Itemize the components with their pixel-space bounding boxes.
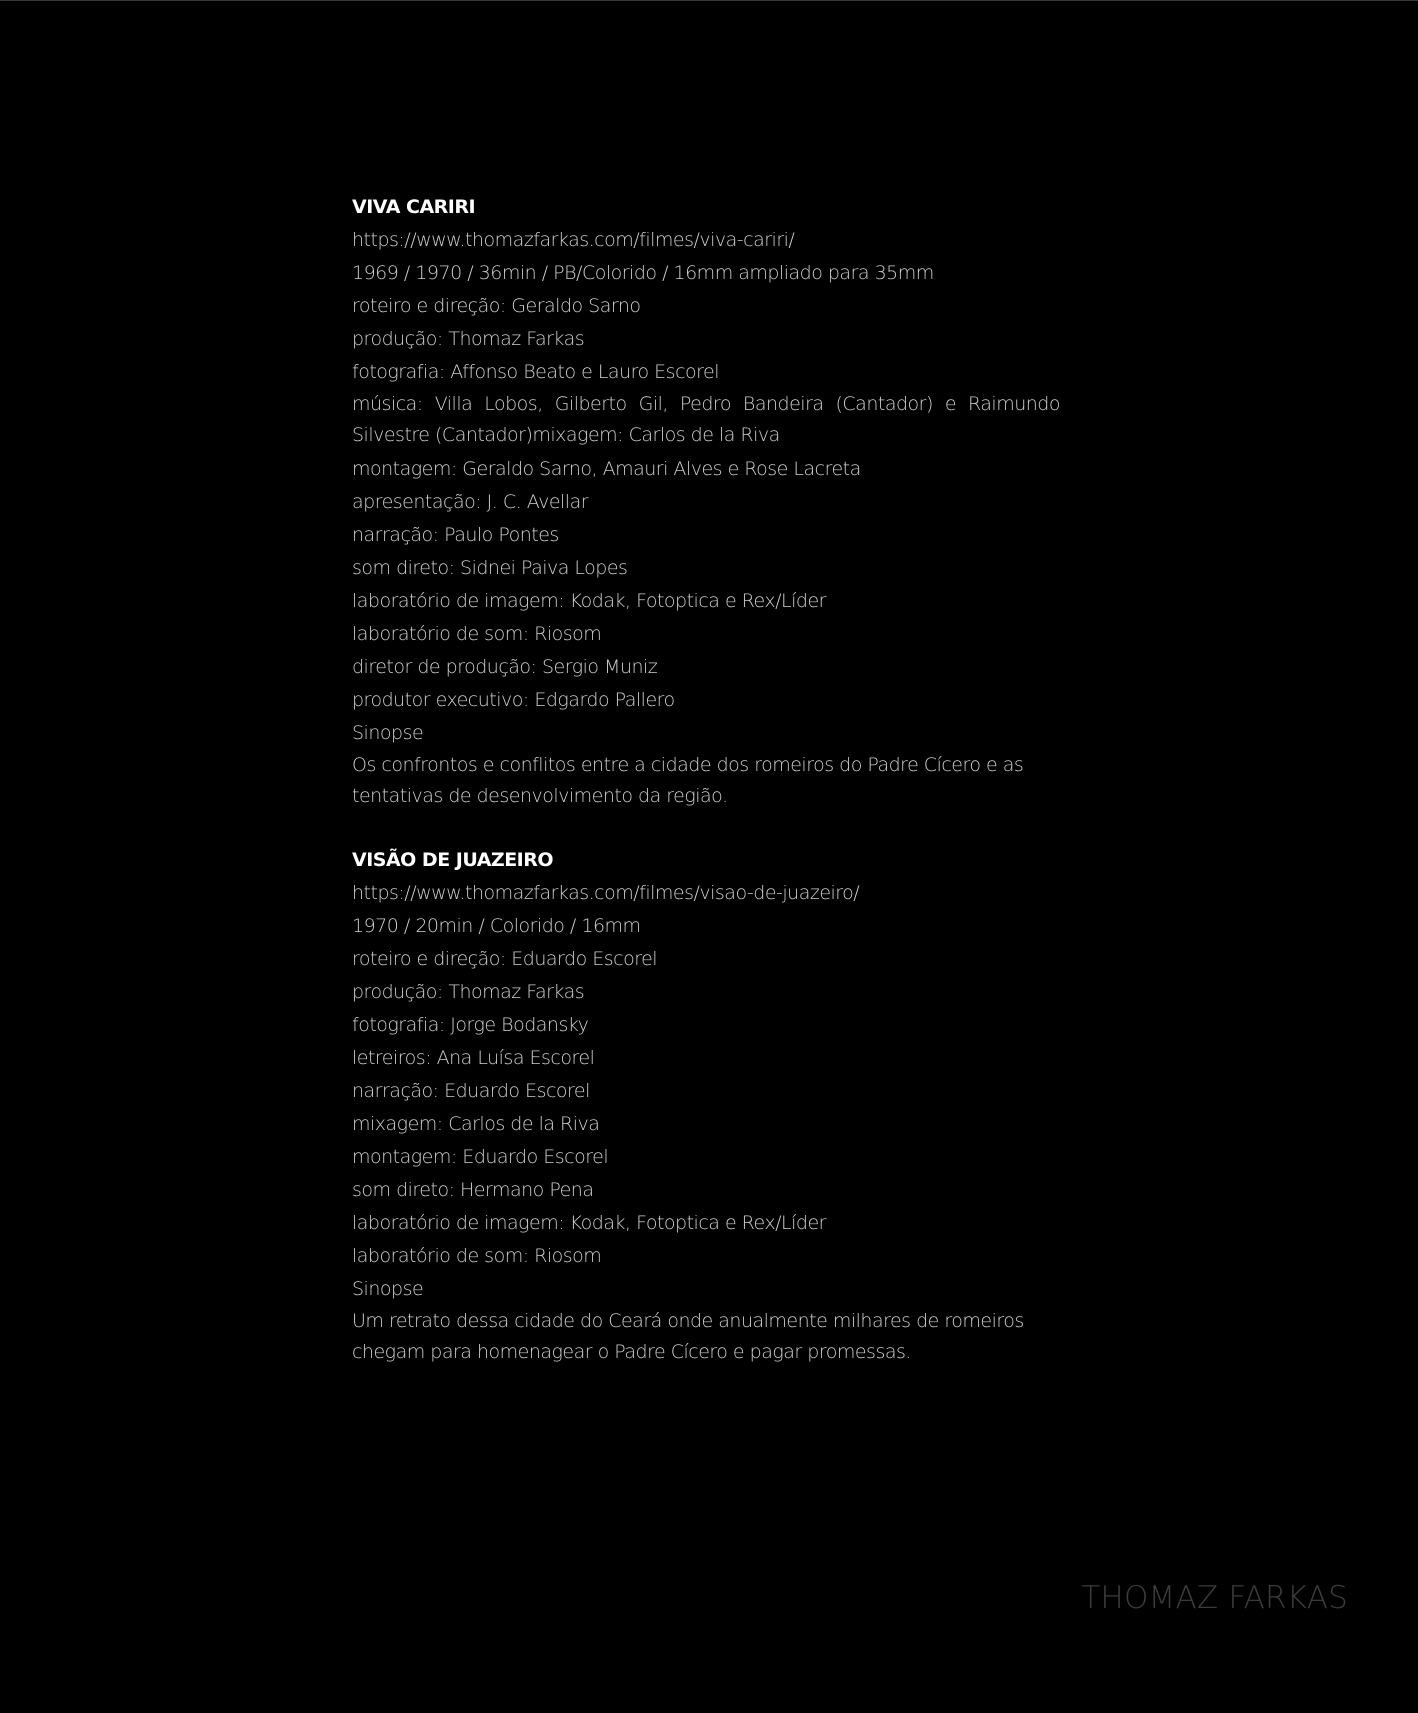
credit-line: letreiros: Ana Luísa Escorel — [352, 1047, 595, 1069]
film-entry-visao-de-juazeiro — [352, 844, 1060, 1368]
film-specs: 1970 / 20min / Colorido / 16mm — [352, 915, 641, 937]
film-entry-viva-cariri — [352, 191, 1060, 812]
brand-footer: THOMAZ FARKAS — [1081, 1580, 1348, 1616]
synopsis-heading: Sinopse — [352, 1278, 424, 1300]
credit-line: produção: Thomaz Farkas — [352, 981, 585, 1003]
film-url-link[interactable]: https://www.thomazfarkas.com/filmes/visao-de-juazeiro/ — [352, 882, 860, 904]
credit-line: fotografia: Jorge Bodansky — [352, 1014, 589, 1036]
credit-line: narração: Eduardo Escorel — [352, 1080, 590, 1102]
credit-line: laboratório de imagem: Kodak, Fotoptica e Rex/Líder — [352, 590, 826, 612]
credit-line: diretor de produção: Sergio Muniz — [352, 656, 658, 678]
credit-line-music: música: Villa Lobos, Gilberto Gil, Pedro Bandeira (Cantador) e Raimundo Silvestre (Cantador)mixagem: Carlos de la Riva — [352, 393, 1060, 446]
synopsis-text: Um retrato dessa cidade do Ceará onde anualmente milhares de romeiros chegam para homenagear o Padre Cícero e pagar promessas. — [352, 1310, 1024, 1363]
synopsis-heading: Sinopse — [352, 722, 424, 744]
credit-line: produtor executivo: Edgardo Pallero — [352, 689, 675, 711]
synopsis-text: Os confrontos e conflitos entre a cidade dos romeiros do Padre Cícero e as tentativas de desenvolvimento da região. — [352, 754, 1024, 807]
credit-line: laboratório de imagem: Kodak, Fotoptica e Rex/Líder — [352, 1212, 826, 1234]
film-title: VISÃO DE JUAZEIRO — [352, 849, 554, 871]
credit-line: fotografia: Affonso Beato e Lauro Escorel — [352, 361, 720, 383]
credit-line: som direto: Hermano Pena — [352, 1179, 594, 1201]
credit-line: som direto: Sidnei Paiva Lopes — [352, 557, 628, 579]
page-top-rule — [0, 0, 1418, 1]
credit-line: produção: Thomaz Farkas — [352, 328, 585, 350]
credit-line: laboratório de som: Riosom — [352, 623, 602, 645]
film-credits — [352, 191, 1060, 1370]
credit-line: laboratório de som: Riosom — [352, 1245, 602, 1267]
credit-line: mixagem: Carlos de la Riva — [352, 1113, 600, 1135]
credit-line: montagem: Geraldo Sarno, Amauri Alves e Rose Lacreta — [352, 458, 861, 480]
credit-line: apresentação: J. C. Avellar — [352, 491, 589, 513]
film-specs: 1969 / 1970 / 36min / PB/Colorido / 16mm ampliado para 35mm — [352, 262, 934, 284]
film-title: VIVA CARIRI — [352, 196, 476, 218]
film-url-link[interactable]: https://www.thomazfarkas.com/filmes/viva-cariri/ — [352, 229, 795, 251]
credit-line: narração: Paulo Pontes — [352, 524, 559, 546]
credit-line: roteiro e direção: Geraldo Sarno — [352, 295, 641, 317]
credit-line: montagem: Eduardo Escorel — [352, 1146, 609, 1168]
credit-line: roteiro e direção: Eduardo Escorel — [352, 948, 658, 970]
